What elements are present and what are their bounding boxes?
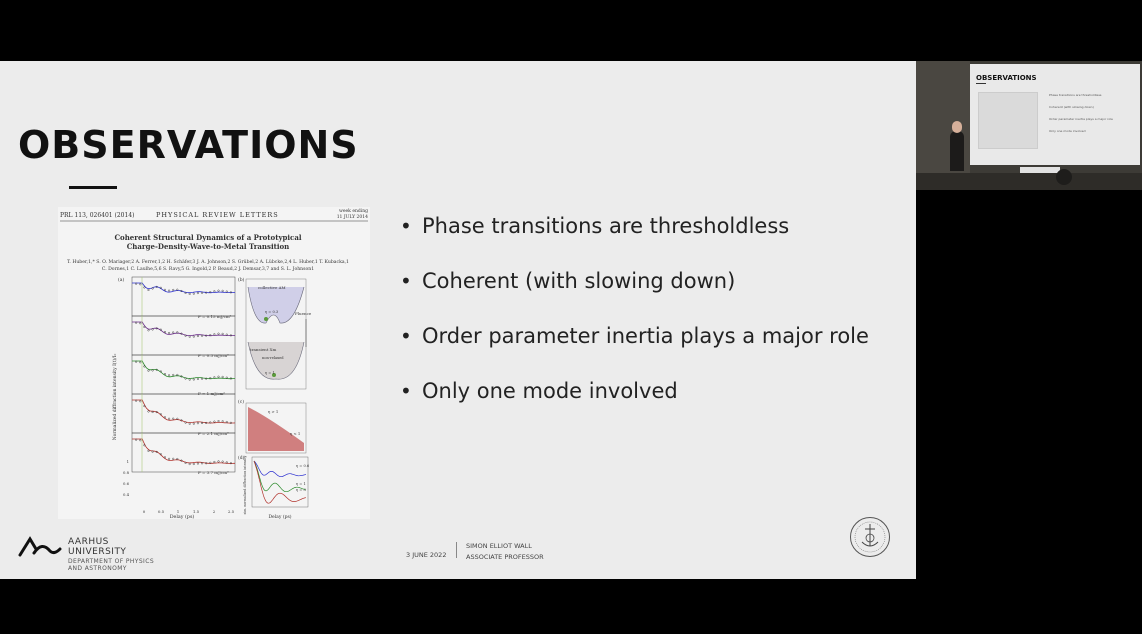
x-tick: 1.5	[192, 509, 200, 514]
y-tick: 1	[126, 459, 129, 464]
fluence-label-4: F = 2.1 mJ/cm²	[198, 431, 229, 436]
projected-screen	[970, 64, 1140, 165]
projected-bullet: Phase transitions are thresholdless	[1049, 93, 1102, 97]
panel-b-label-nonrelaxed: non-relaxed	[262, 356, 284, 360]
panel-c-label-eta-lt: η < 1	[290, 431, 301, 436]
bullet-item: • Coherent (with slowing down)	[400, 266, 869, 321]
projected-bullet: Only one mode involved	[1049, 129, 1086, 133]
fluence-label-1: F = 0.15 mJ/cm²	[198, 314, 232, 319]
panel-d-legend-1: η = 0.6	[296, 464, 310, 468]
panel-a-label: (a)	[118, 278, 125, 283]
panel-c-label: (c)	[238, 400, 245, 405]
paper-week-date: 11 JULY 2014	[336, 215, 368, 220]
aarhus-university-logo-icon	[18, 535, 62, 559]
y-tick: 0.8	[122, 470, 129, 475]
panel-d-x-axis-label: Delay (ps)	[268, 515, 292, 519]
presenter-role: ASSOCIATE PROFESSOR	[466, 553, 544, 561]
paper-authors-line1: T. Huber,1,* S. O. Mariager,2 A. Ferrer,1,2 H. Schäfer,3 J. A. Johnson,2 S. Grübel,2 A. Lübcke,2,4 L. Huber,1 T. Kubacka,1	[67, 260, 349, 265]
presenter-head	[952, 121, 962, 133]
department-name: DEPARTMENT OF PHYSICS AND ASTRONOMY	[68, 558, 155, 572]
paper-journal: PHYSICAL REVIEW LETTERS	[156, 211, 279, 219]
y-tick: 0.4	[122, 492, 129, 497]
y-tick: 0.6	[122, 481, 129, 486]
footer-divider	[456, 542, 457, 558]
projected-paper-thumbnail	[978, 92, 1038, 149]
paper-title-line1: Coherent Structural Dynamics of a Prototypical	[114, 233, 302, 242]
panel-c-label-eta-gt: η > 1	[268, 409, 279, 414]
particle-marker	[264, 317, 268, 321]
paper-authors-line2: C. Dornes,1 C. Laulhe,5,6 S. Ravy,5 G. Ingold,2 P. Beaud,2 J. Demsar,3,7 and S. L. Johnson1	[101, 267, 315, 272]
panel-b-label-transient: transient Xm	[250, 347, 277, 352]
panel-b-label-collective: collective AM	[258, 285, 286, 290]
panel-b-label-fluence: Fluence	[295, 311, 312, 316]
slide-title: OBSERVATIONS	[18, 123, 359, 167]
university-seal-icon	[849, 516, 891, 558]
panel-d-label: (d)	[238, 456, 245, 461]
presentation-slide	[0, 61, 916, 579]
x-tick: 0.5	[157, 509, 165, 514]
panel-d-y-axis-label: sim. normalized diffraction intensity	[243, 455, 247, 515]
bullet-list	[400, 211, 869, 431]
x-tick: 1	[176, 509, 180, 514]
fluence-label-3: F = 1 mJ/cm²	[198, 391, 225, 396]
university-name: AARHUS UNIVERSITY	[68, 537, 127, 557]
paper-citation: PRL 113, 026401 (2014)	[60, 212, 135, 219]
x-tick: 2	[212, 509, 216, 514]
presenter-name: SIMON ELLIOT WALL	[466, 542, 532, 550]
presenter-info	[466, 541, 544, 563]
presentation-date: 3 JUNE 2022	[406, 551, 447, 559]
figure-x-axis-label: Delay (ps)	[169, 515, 195, 519]
bullet-item: • Order parameter inertia plays a major role	[400, 321, 869, 376]
bullet-item: • Phase transitions are thresholdless	[400, 211, 869, 266]
figure-y-axis-label: Normalized diffraction intensity I(t)/I₀	[113, 353, 118, 441]
audience-head	[1056, 169, 1072, 185]
paper-figure	[58, 207, 370, 519]
fluence-label-2: F = 0.3 mJ/cm²	[198, 353, 229, 358]
speaker-camera-view	[916, 61, 1142, 190]
x-tick: 2.5	[227, 509, 235, 514]
paper-title-line2: Charge-Density-Wave-to-Metal Transition	[126, 242, 290, 251]
title-underline	[69, 186, 117, 189]
panel-b-label: (b)	[238, 278, 245, 283]
x-tick: 0	[142, 509, 146, 514]
panel-b-label-eta1: η = 0.3	[265, 310, 279, 314]
projected-slide-title: OBSERVATIONS	[976, 74, 1037, 82]
presenter-figure	[950, 131, 964, 171]
projected-bullet: Coherent (with slowing down)	[1049, 105, 1094, 109]
panel-b-label-eta2: η = 1	[265, 371, 275, 375]
fluence-label-5: F = 3.7 mJ/cm²	[198, 470, 229, 475]
paper-week-ending: week ending	[339, 209, 368, 214]
panel-d-legend-2: η = 1	[296, 482, 306, 486]
projected-bullet: Order parameter inertia plays a major role	[1049, 117, 1113, 121]
panel-d-legend-3: η = 3	[296, 488, 306, 492]
bullet-item: • Only one mode involved	[400, 376, 869, 431]
